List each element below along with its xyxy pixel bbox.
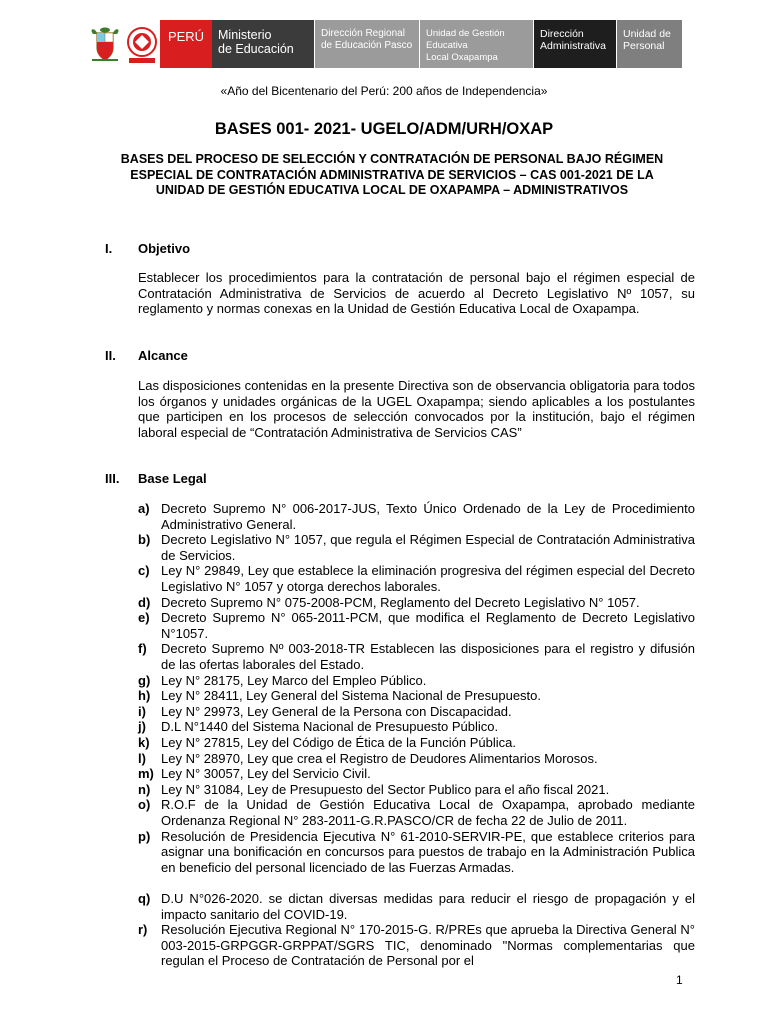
peru-logo-block	[160, 20, 212, 68]
peru-label: PERÚ	[167, 29, 205, 44]
legal-item	[138, 704, 695, 720]
legal-item-label: k)	[138, 735, 150, 750]
unidad-personal-block	[617, 20, 682, 68]
legal-item	[138, 641, 695, 672]
legal-item-label: f)	[138, 641, 147, 657]
legal-item	[138, 735, 695, 751]
document-subtitle: BASES DEL PROCESO DE SELECCIÓN Y CONTRATACIÓN DE PERSONAL BAJO RÉGIMEN ESPECIAL DE CONTRATACIÓN ADMINISTRATIVA DE SERVICIOS – CAS 001-2021 DE LA UNIDAD DE GESTIÓN EDUCATIVA LOCAL DE OXAPAMPA – ADMINISTRATIVOS	[120, 152, 664, 197]
peru-coat-of-arms-icon	[88, 26, 122, 64]
legal-item-text: Decreto Supremo N° 006-2017-JUS, Texto Único Ordenado de la Ley de Procedimiento Administrativo General.	[161, 501, 695, 532]
legal-item	[138, 891, 695, 922]
legal-item-text: Decreto Supremo N° 075-2008-PCM, Reglamento del Decreto Legislativo N° 1057.	[161, 594, 640, 610]
legal-item-label: p)	[138, 828, 151, 844]
header-logos	[88, 20, 682, 70]
legal-item	[138, 610, 695, 641]
dadm-line-1: Dirección	[540, 28, 584, 40]
legal-item	[138, 782, 695, 798]
legal-item-text: Ley N° 28970, Ley que crea el Registro de Deudores Alimentarios Morosos.	[161, 750, 598, 766]
legal-item-text: Ley N° 31084, Ley de Presupuesto del Sector Publico para el año fiscal 2021.	[161, 781, 610, 797]
legal-item	[138, 922, 695, 969]
legal-item	[138, 688, 695, 704]
dre-logo-block	[315, 20, 419, 68]
legal-item-text: Ley N° 29849, Ley que establece la eliminación progresiva del régimen especial del Decreto Legislativo N° 1057 y otorga derechos laborales.	[161, 563, 695, 594]
section-title-objetivo: Objetivo	[138, 241, 191, 256]
legal-item	[138, 563, 695, 594]
legal-item	[138, 829, 695, 876]
legal-item-label: n)	[138, 781, 151, 797]
legal-item-text: Decreto Supremo N° 065-2011-PCM, que modifica el Reglamento de Decreto Legislativo N°1057.	[161, 610, 695, 641]
ministerio-line-2: de Educación	[218, 42, 294, 56]
dre-line-1: Dirección Regional	[321, 28, 405, 39]
year-motto: «Año del Bicentenario del Perú: 200 años de Independencia»	[220, 84, 548, 98]
legal-item	[138, 501, 695, 532]
legal-item-text: D.U N°026-2020. se dictan diversas medidas para reducir el riesgo de propagación y el impacto sanitario del COVID-19.	[161, 891, 695, 922]
legal-item-text: Ley N° 27815, Ley del Código de Ética de la Función Pública.	[161, 735, 516, 750]
legal-item-label: e)	[138, 610, 150, 626]
ugel-logo-block	[420, 20, 533, 68]
ugel-line-1: Unidad de Gestión Educativa	[426, 28, 505, 51]
direccion-administrativa-block	[534, 20, 616, 68]
legal-item-label: o)	[138, 797, 151, 813]
legal-item-text: Resolución Ejecutiva Regional N° 170-2015-G. R/PREs que aprueba la Directiva General N° 003-2015-GRPGGR-GRPPAT/SGRS TIC, denominado "Normas complementarias que regulan el Proceso de Contratación de Personal por el	[161, 922, 695, 969]
legal-item-label: g)	[138, 672, 151, 688]
legal-item-label: i)	[138, 703, 146, 719]
legal-item-label: c)	[138, 563, 150, 579]
section-text-alcance: Las disposiciones contenidas en la presente Directiva son de observancia obligatoria para todos los órganos y unidades orgánicas de la UGEL Oxapampa; siendo aplicables a los postulantes que participen en los procesos de selección convocados por la institución, bajo el régimen laboral especial de “Contratación Administrativa de Servicios CAS”	[138, 378, 695, 440]
legal-item-label: q)	[138, 891, 151, 906]
legal-item-text: Ley N° 29973, Ley General de la Persona con Discapacidad.	[161, 703, 512, 719]
legal-item-label: r)	[138, 922, 148, 938]
ministerio-logo-block	[212, 20, 314, 68]
legal-item-text: Ley N° 28411, Ley General del Sistema Nacional de Presupuesto.	[161, 688, 542, 704]
legal-item-label: l)	[138, 750, 146, 766]
legal-item	[138, 751, 695, 767]
ugel-line-2: Local Oxapampa	[426, 52, 498, 63]
legal-item	[138, 532, 695, 563]
document-title: BASES 001- 2021- UGELO/ADM/URH/OXAP	[214, 120, 554, 138]
dadm-line-2: Administrativa	[540, 40, 606, 52]
regional-seal-icon	[126, 26, 158, 64]
upers-line-1: Unidad de	[623, 28, 671, 40]
section-number-objetivo: I.	[105, 241, 113, 256]
legal-item-text: Ley N° 30057, Ley del Servicio Civil.	[161, 766, 371, 782]
legal-item-label: a)	[138, 501, 150, 516]
legal-item-text: Resolución de Presidencia Ejecutiva N° 61-2010-SERVIR-PE, que establece criterios para asignar una bonificación en concursos para puestos de trabajo en la Administración Publica en beneficio del personal licenciado de las Fuerzas Armadas.	[161, 828, 695, 875]
legal-item	[138, 766, 695, 782]
legal-item-label: j)	[138, 719, 146, 735]
legal-item	[138, 673, 695, 689]
legal-item-label: d)	[138, 594, 151, 610]
ministerio-line-1: Ministerio	[218, 28, 272, 42]
upers-line-2: Personal	[623, 40, 665, 52]
section-number-alcance: II.	[105, 348, 116, 363]
legal-item-text: Ley N° 28175, Ley Marco del Empleo Público.	[161, 672, 427, 688]
legal-item-label: b)	[138, 532, 151, 548]
legal-item-text: Decreto Supremo Nº 003-2018-TR Establecen las disposiciones para el registro y difusión de las ofertas laborales del Estado.	[161, 641, 695, 672]
legal-item	[138, 595, 695, 611]
legal-item-label: h)	[138, 688, 151, 704]
legal-item	[138, 797, 695, 828]
section-number-base-legal: III.	[105, 471, 120, 486]
section-title-base-legal: Base Legal	[138, 471, 207, 486]
legal-item	[138, 719, 695, 735]
section-title-alcance: Alcance	[138, 348, 188, 363]
legal-item-text: D.L N°1440 del Sistema Nacional de Presupuesto Público.	[161, 719, 499, 735]
section-text-objetivo: Establecer los procedimientos para la contratación de personal bajo el régimen especial de Contratación Administrativa de Servicios de acuerdo al Decreto Legislativo Nº 1057, su reglamento y normas conexas en la Unidad de Gestión Educativa Local de Oxapampa.	[138, 270, 695, 316]
legal-item-label: m)	[138, 766, 154, 782]
legal-item-text: Decreto Legislativo N° 1057, que regula el Régimen Especial de Contratación Administrativa de Servicios.	[161, 532, 695, 563]
dre-line-2: de Educación Pasco	[321, 40, 413, 51]
page-number: 1	[676, 973, 683, 987]
legal-item-text: R.O.F de la Unidad de Gestión Educativa Local de Oxapampa, aprobado mediante Ordenanza Regional N° 283-2011-G.R.PASCO/CR de fecha 22 de Julio de 2011.	[161, 797, 695, 828]
